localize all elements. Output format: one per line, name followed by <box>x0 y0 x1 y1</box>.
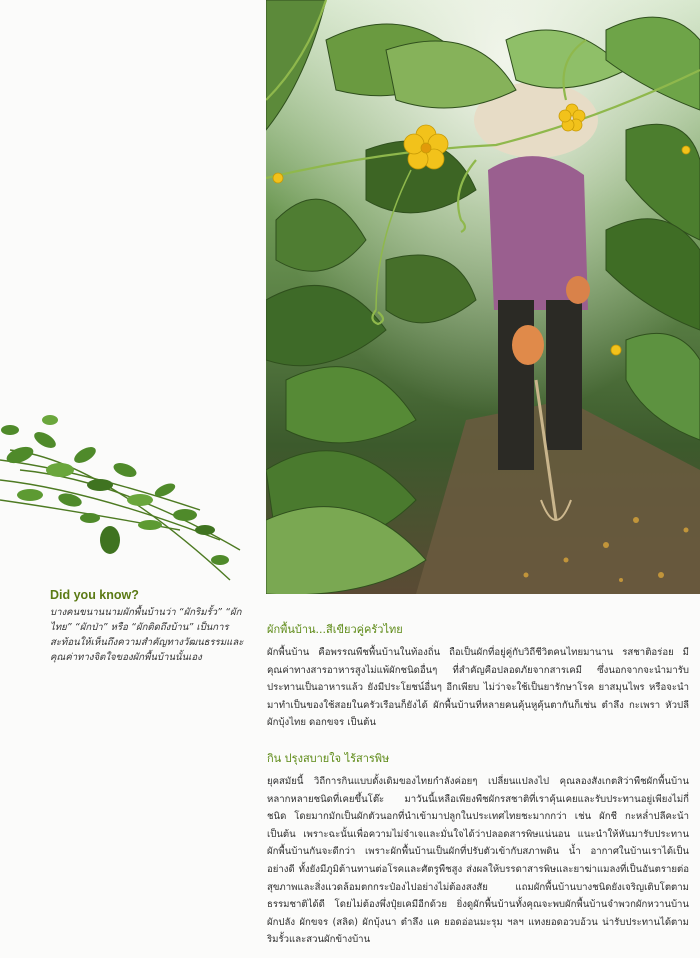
article-body <box>267 620 689 949</box>
section-heading-1: ผักพื้นบ้าน...สีเขียวคู่ครัวไทย <box>267 623 403 636</box>
section-paragraph-2: ยุคสมัยนี้ วิถีการกินแบบดั้งเดิมของไทยกำลังค่อยๆ เปลี่ยนแปลงไป คุณลองสังเกตสิว่าพืชผักพื้นบ้านหลากหลายชนิดที่เคยขึ้นโต๊ะ มาวันนี้เหลือเพียงพืชผักรสชาติที่เราคุ้นเคยและรับประทานอยู่เพียงไม่กี่ชนิด โดยมากมักเป็นผักตัวนอกที่นำเข้ามาปลูกในประเทศไทยชะมากกว่า เช่น ผักชี กะหล่ำปลีคะน้า เป็นต้น เพราะฉะนั้นเพื่อความไม่จำเจและมั่นใจได้ว่าปลอดสารพิษแน่นอน แนะนำให้หันมารับประทานผักพื้นบ้านกันจะดีกว่า เพราะผักพื้นบ้านเป็นผักที่ปรับตัวเข้ากับสภาพดิน น้ำ อากาศในบ้านเราได้เป็นอย่างดี ทั้งยังมีภูมิต้านทานต่อโรคและศัตรูพืชสูง ส่งผลให้บรรดาสารพิษและยาฆ่าแมลงที่เป็นอันตรายต่อสุขภาพและสิ่งแวดล้อมตกกระป๋องไปอย่างไม่ต้องสงสัย แถมผักพื้นบ้านบางชนิดยังเจริญเติบโตตามธรรมชาติได้ดี โดยไม่ต้องพึ่งปุ๋ยเคมีอีกด้วย ยิ่งดูผักพื้นบ้านทั้งคุณจะพบผักพื้นบ้านจำพวกผักหวานบ้าน ผักปลัง ผักขจร (สลิด) ผักบุ้งนา ตำลึง แค ยอดอ่อนมะรุม ฯลฯ แทงยอดอวบอ้วน น่ารับประทานได้ตามริมรั้วและสวนผักข้างบ้าน <box>267 775 689 946</box>
did-you-know-body: บางคนขนานนามผักพื้นบ้านว่า “ผักริมรั้ว” “ผักไทย” “ผักป่า” หรือ “ผักติดถึงบ้าน” เป็นการสะท้อนให้เห็นถึงความสำคัญทางวัฒนธรรมและคุณค่าทางจิตใจของผักพื้นบ้านนั้นเอง <box>50 607 244 663</box>
did-you-know-box <box>50 588 255 665</box>
section-paragraph-1: ผักพื้นบ้าน คือพรรณพืชพื้นบ้านในท้องถิ่น ถือเป็นผักที่อยู่คู่กับวิถีชีวิตคนไทยมานาน รสชาติอร่อย มีคุณค่าทางสารอาหารสูงไม่แพ้ผักชนิดอื่นๆ ที่สำคัญคือปลอดภัยจากสารเคมี ซึ่งนอกจากจะนำมารับประทานเป็นอาหารแล้ว ยังมีประโยชน์อื่นๆ อีกเพียบ ไม่ว่าจะใช้เป็นยารักษาโรค ยาสมุนไพร หรือจะนำมาทำเป็นของใช้สอยในครัวเรือนก็ยังได้ ผักพื้นบ้านที่หลายคนคุ้นหูคุ้นตากันก็เช่น ตำลึง กะเพรา หัวปลี ผักบุ้งไทย ดอกขจร เป็นต้น <box>267 647 689 729</box>
did-you-know-title: Did you know? <box>50 588 139 602</box>
section-heading-2: กิน ปรุงสบายใจ ไร้สารพิษ <box>267 751 390 765</box>
vine-garden-photo <box>266 0 700 594</box>
herb-bundle-photo <box>0 400 250 590</box>
